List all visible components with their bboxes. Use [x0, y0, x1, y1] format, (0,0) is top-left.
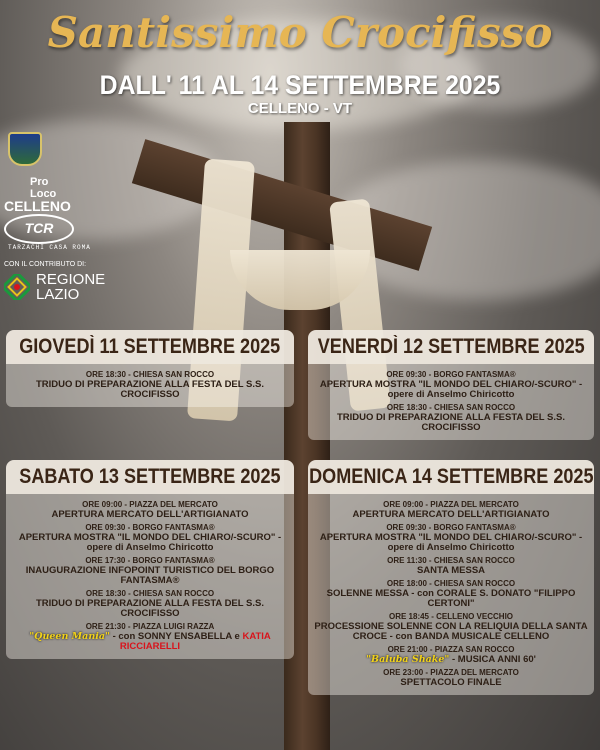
event-time-place: ORE 09:30 - BORGO FANTASMA® [386, 370, 516, 379]
event-title-text: APERTURA MERCATO DELL'ARTIGIANATO [352, 509, 550, 520]
event-time-place: ORE 11:30 - CHIESA SAN ROCCO [387, 556, 515, 565]
event-item [312, 523, 590, 553]
day-heading-text: GIOVEDÌ 11 SETTEMBRE 2025 [19, 335, 281, 358]
event-dates: DALL' 11 AL 14 SETTEMBRE 2025 [99, 70, 501, 100]
event-title-text: SPETTACOLO FINALE [400, 677, 502, 688]
day-heading [6, 460, 294, 494]
event-title-text: - MUSICA ANNI 60' [449, 654, 536, 665]
event-highlight-red: KATIA RICCIARELLI [119, 631, 271, 652]
event-title [10, 632, 290, 652]
day-events [6, 494, 294, 659]
poster-title: Santissimo Crocifisso [47, 8, 553, 57]
event-title [312, 655, 590, 665]
event-title [312, 380, 590, 400]
event-title-text: - con SONNY ENSABELLA e [109, 631, 243, 642]
event-title-text: APERTURA MOSTRA "IL MONDO DEL CHIARO/-SCURO" - opere di Anselmo Chiricotto [319, 532, 583, 553]
event-title-text: TRIDUO DI PREPARAZIONE ALLA FESTA DEL S.S. CROCIFISSO [35, 598, 264, 619]
event-time-place: ORE 18:45 - CELLENO VECCHIO [388, 612, 514, 621]
proloco-logo [4, 176, 74, 214]
contribution-label: CON IL CONTRIBUTO DI: [4, 261, 87, 268]
proloco-big-text: CELLENO [4, 198, 71, 214]
day-panel-giovedi [6, 330, 294, 407]
event-item [312, 370, 590, 400]
event-item [312, 556, 590, 576]
event-item [312, 500, 590, 520]
event-item [312, 668, 590, 688]
event-title [10, 510, 290, 520]
event-highlight: "Baluba Shake" [366, 654, 450, 665]
event-title [312, 510, 590, 520]
event-title [312, 622, 590, 642]
day-heading-text: SABATO 13 SETTEMBRE 2025 [19, 465, 281, 488]
day-panel-sabato [6, 460, 294, 659]
event-title [312, 413, 590, 433]
event-time-place: ORE 21:30 - PIAZZA LUIGI RAZZA [85, 622, 215, 631]
proloco-small-text: Pro Loco [30, 176, 57, 200]
regione-lazio-logo [4, 272, 124, 302]
day-events [308, 494, 594, 695]
tcr-subtitle: TARZACHI CASA ROMA [8, 244, 91, 251]
event-highlight: "Queen Mania" [29, 631, 110, 642]
day-events [308, 364, 594, 440]
event-time-place: ORE 09:30 - BORGO FANTASMA® [85, 523, 215, 532]
day-events [6, 364, 294, 407]
event-time-place: ORE 09:00 - PIAZZA DEL MERCATO [82, 500, 218, 509]
event-title [10, 533, 290, 553]
event-item [10, 500, 290, 520]
day-heading [6, 330, 294, 364]
event-title-text: TRIDUO DI PREPARAZIONE ALLA FESTA DEL S.S. CROCIFISSO [336, 412, 565, 433]
event-time-place: ORE 21:00 - PIAZZA SAN ROCCO [387, 645, 515, 654]
event-item [10, 589, 290, 619]
event-title-text: SANTA MESSA [416, 565, 486, 576]
event-time-place: ORE 18:00 - CHIESA SAN ROCCO [386, 579, 516, 588]
regione-line1: REGIONE [36, 271, 106, 288]
event-title [312, 589, 590, 609]
event-time-place: ORE 18:30 - CHIESA SAN ROCCO [85, 589, 215, 598]
day-panel-domenica [308, 460, 594, 695]
event-title-text: APERTURA MERCATO DELL'ARTIGIANATO [51, 509, 249, 520]
day-heading-text: DOMENICA 14 SETTEMBRE 2025 [308, 465, 594, 488]
event-time-place: ORE 09:00 - PIAZZA DEL MERCATO [383, 500, 519, 509]
day-heading [308, 330, 594, 364]
event-item [312, 403, 590, 433]
regione-lazio-icon [4, 274, 30, 300]
event-title [312, 566, 590, 576]
event-time-place: ORE 18:30 - CHIESA SAN ROCCO [85, 370, 215, 379]
event-time-place: ORE 23:00 - PIAZZA DEL MERCATO [383, 668, 519, 677]
event-title [312, 533, 590, 553]
event-title [10, 380, 290, 400]
event-item [10, 523, 290, 553]
day-heading-text: VENERDÌ 12 SETTEMBRE 2025 [317, 335, 585, 358]
event-title-text: TRIDUO DI PREPARAZIONE ALLA FESTA DEL S.S. CROCIFISSO [35, 379, 264, 400]
event-title-text: INAUGURAZIONE INFOPOINT TURISTICO DEL BORGO FANTASMA® [25, 565, 275, 586]
regione-line2: LAZIO [36, 286, 80, 303]
event-title-text: APERTURA MOSTRA "IL MONDO DEL CHIARO/-SCURO" - opere di Anselmo Chiricotto [18, 532, 282, 553]
event-item [312, 612, 590, 642]
event-time-place: ORE 17:30 - BORGO FANTASMA® [85, 556, 215, 565]
event-item [312, 645, 590, 665]
day-heading [308, 460, 594, 494]
event-title-text: SOLENNE MESSA - con CORALE S. DONATO "FILIPPO CERTONI" [326, 588, 576, 609]
event-title [10, 566, 290, 586]
event-item [312, 579, 590, 609]
comune-crest-icon [8, 132, 42, 166]
event-place: CELLENO - VT [247, 100, 353, 117]
tcr-logo: TCR [4, 214, 74, 244]
event-item [10, 370, 290, 400]
event-item [10, 556, 290, 586]
event-time-place: ORE 18:30 - CHIESA SAN ROCCO [386, 403, 516, 412]
sponsor-logos [4, 132, 124, 302]
day-panel-venerdi [308, 330, 594, 440]
event-title [312, 678, 590, 688]
event-title [10, 599, 290, 619]
event-time-place: ORE 09:30 - BORGO FANTASMA® [386, 523, 516, 532]
event-item [10, 622, 290, 652]
event-title-text: APERTURA MOSTRA "IL MONDO DEL CHIARO/-SCURO" - opere di Anselmo Chiricotto [319, 379, 583, 400]
event-title-text: PROCESSIONE SOLENNE CON LA RELIQUIA DELLA SANTA CROCE - con BANDA MUSICALE CELLENO [314, 621, 588, 642]
